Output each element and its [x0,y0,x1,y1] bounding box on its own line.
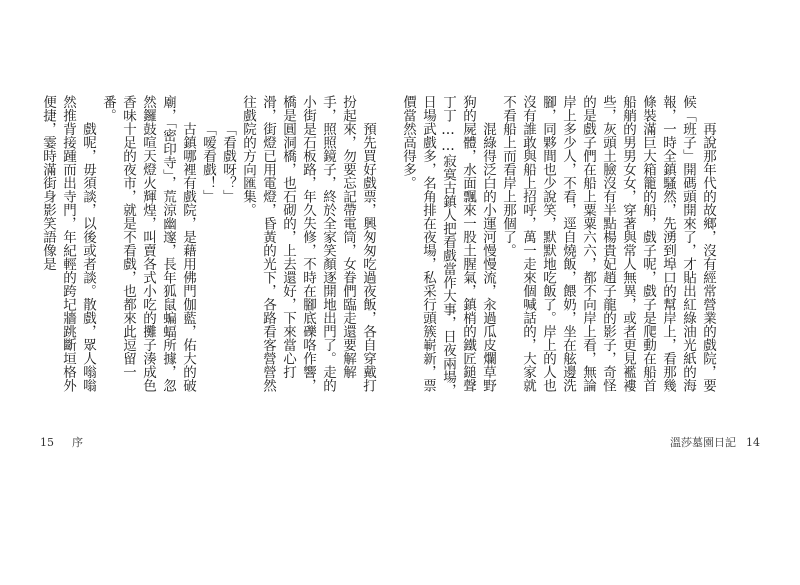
page-number: 14 [746,436,760,449]
right-page [400,0,800,585]
right-text-column [400,95,718,405]
paragraph: 戲呢，毋須談，以後或者談。散戲，眾人嗡嗡然推背接踵而出寺門，年紀輕的跨圮牆跳斷垣格外便捷，霎時滿街身影笑語像是 [40,95,96,392]
paragraph: 再說那年代的故鄉，沒有經常營業的戲院，要候「班子」開碼頭開來了，才貼出紅綠油光紙的海報，一時全鎮騷然，先湧到埠口的幫岸上，看那幾條裝滿巨大箱籠的船，戲子呢，戲子是爬動在船首船艄的男男女女，穿著與常人無異，或者更見襤褸些，灰頭土臉沒有半點楊貴妃趙子龍的影子，奇怪的是戲子們在船上粟粟六六，都不向岸上看，無論岸上多少人，不看，逕自燒飯，餵奶，坐在舷邊洗腳，同夥間也少說笑，默默地吃飯了。岸上的人也沒有誰敢與船上招呼，萬一走來個喊話的，大家就不看船上而看岸上那個了。 [500,95,716,392]
paragraph: 古鎮哪裡有戲院，是藉用佛門伽藍，佑大的破廟，「密印寺」，荒涼幽邃，長年狐鼠蝙蝠所據，忽然鑼鼓喧天燈火輝煌，叫賣各式小吃的攤子湊成色香味十足的夜市，就是不看戲，也都來此逗留一番。 [100,95,196,392]
running-title: 溫莎墓園日記 [670,436,736,449]
paragraph: 預先買好戲票，興匆匆吃過夜飯，各自穿戴打扮起來，勿要忘記帶電筒，女眷們臨走還要解解手，照照鏡子，終於全家笑顏逐開地出門了。走的小街是石板路，年久失修，不時在腳底礫咯作響，橋是圓洞橋，也石砌的，上去還好，下來當心打滑，街燈已用電燈，昏黃的光下，各路看客營營然往戲院的方向匯集。 [240,95,376,392]
left-text-column [40,95,378,405]
page-number: 15 [40,436,54,449]
right-folio [670,434,760,450]
left-folio [40,434,83,450]
paragraph: 「嗳看戲！」 [200,122,216,203]
paragraph: 「看戲呀？」 [220,122,236,203]
paragraph: 混綠得泛白的小運河慢慢流，汆過瓜皮爛草野狗的屍體，水面飄來一股土腥氣，鎮梢的鐵匠鎚聲丁丁……寂寞古鎮人把看戲當作大事，日夜兩場，日場武戲多，名角排在夜場，私采行頭簇嶄新，票價當然高得多。 [400,95,496,397]
running-title: 序 [72,436,83,449]
